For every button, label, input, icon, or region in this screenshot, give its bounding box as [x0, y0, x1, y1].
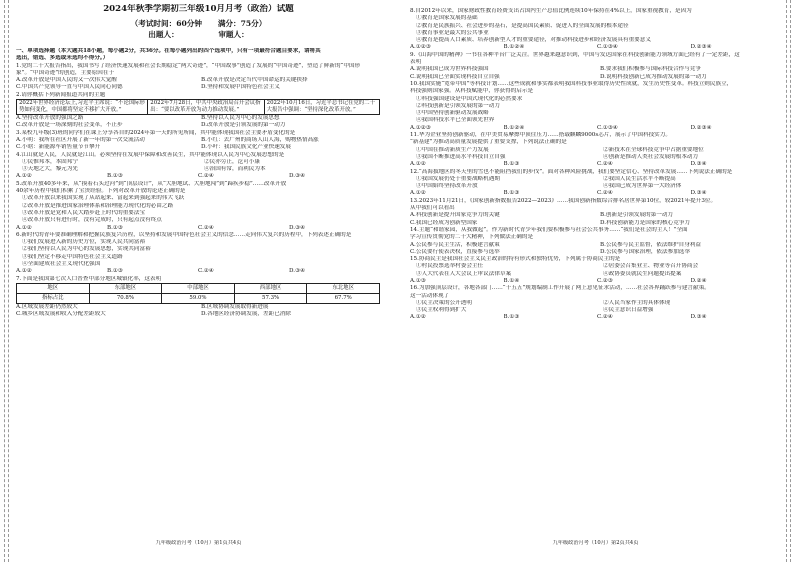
question-12: 12.“高海拔地区的冬天里的雪也不能阻挡我们的步伐”。面对各种风险挑战，我们要坚定信心、坚持改革发展……下列说法正确的是 ①我国发展仍处于重要战略机遇期 ②我国人民生活水平不断提高 ③中国始终坚持改革开放 ④我国已成为世界第一大经济体 A.①② B.①③ C.②④ D.③④ [410, 169, 784, 198]
question-1: 1.党的二十大报告指出，我国书写了经济快速发展和社会长期稳定“两大奇迹”，“中国故事”创造了发展的“中国奇迹”，塑造了鲜新的“中国形 象”。“中国奇迹”的创造，主要原因在于 A.改革开放是中国人民的又一次伟大觉醒 B.改革开放是决定当代中国命运的关键抉择 C.中国共产党领导一直与中国人民同心同德 D.坚持和发展中国特色社会主义 [16, 63, 380, 92]
q12-option-b: B.①③ [503, 190, 520, 197]
q11-option-d: D.③④ [690, 161, 707, 168]
q9-option-b: B.要求我们积极参与国际科技合作与竞争 [600, 66, 701, 73]
q2-option-d: D.改革开放是引领发展的第一动力 [201, 122, 286, 129]
q7-value-east: 70.8% [89, 293, 162, 303]
q16-option-a: A.①② [410, 314, 426, 321]
question-3: 3.某校九年级(3)班的同学们在课上分享各自的2024年第一天的所见所闻，其中能体现我国社会主要矛盾变化的是 A.小明：我所在社区开展了新一年的第一次交流活动 B.小红：去广州的商场人山人海，购物热情高涨 C.小晗：新能源车销售量节节攀升 D.小叶：我国民族文化产业快速发展 [16, 130, 380, 152]
q11-option-c: C.②④ [597, 161, 613, 168]
q8-option-d: D.②③④ [690, 44, 712, 51]
q7-value-central: 59.0% [162, 293, 235, 303]
q9-option-c: C.说明我国已全面实现科技自立自强 [410, 73, 500, 80]
q7-value-northeast: 67.7% [307, 293, 380, 303]
exam-title: 2024年秋季学期初三年级10月月考（政治）试题 [103, 4, 294, 14]
q4-option-c: C.②④ [198, 173, 214, 180]
question-8: 8.自2012年以来，国家财政性教育经费支出占国内生产总值比例连续10年保持在4%以上，国家重视教育，是因为 ①教育是国家发展的基础 ②教育是民族振兴、社会进步的基石，是提高国民素质、促进人的全面发展的根本途径 ③教育事业是最大的公共事业 ④教育是提高人口素质、培养创新型人才的重要途径，对推动科技进步和经济发展具有重要意义 A.①②③ B.①②④ C.①③④ D.②③④ [410, 8, 784, 52]
q10-option-a: A.①②③ [410, 124, 431, 131]
q9-option-d: D.说明科技创新已成为推动发展的第一动力 [600, 73, 707, 80]
section-heading-cont: 选出，错选、多选或未选均不得分。） [16, 55, 109, 62]
q14-option-c: C.公民要行使表决权，直接参与选举 [410, 248, 500, 255]
q16-option-b: B.①③ [503, 314, 520, 321]
section-heading: 一、单项选择题（本大题共18小题，每小题2分，共36分。在每小题列出的四个选项中，只有一项最符合题目要求，请将其 [16, 48, 321, 54]
q7-row-label: 指标占比 [17, 293, 90, 303]
page-footer-left: 九年级政治月考（10月）第1页共4页 [155, 540, 242, 546]
question-6: 6.新时代的青年要准确理解和把握民族复兴历程，以坚持和发展中国特色社会主义的信念……走向伟大复兴的历程中，下列表述正确的是 ①我们发展进入新的历史方位，实现人民共同富裕 ②我们坚持以人民为中心的发展思想，实现共同富裕 ③我们坚定不移走中国特色社会主义道路 ④全面建成社会主义现代化强国 A.①② B.①③ C.②④ D.③④ [16, 232, 380, 276]
q12-option-a: A.①② [410, 190, 426, 197]
q2-option-b: B.坚持以人民为中心的发展思想 [201, 115, 280, 122]
q7-header-west: 西部地区 [234, 283, 307, 293]
question-16: 16.为加强顶层设计，各地各部门……“十五五”规划编制工作开展了网上意见征求活动，……社会各界踊跃参与建言献策。 这一活动体现了 ①民主决策的公开透明 ②人民当家作主的具体体现 ③民主权利得到扩大 ④民主意识日益增强 A.①② B.①③ C.②④ D.③④ [410, 285, 784, 321]
q8-option-b: B.①②④ [503, 44, 525, 51]
question-15: 15.协商民主是我国社会主义民主政治的特有形式和独特优势，下列属于协商民主的是 ①村民投票选举村委会主任 ②居委会召集业主、物业等召开协商会 ③人大代表在人大会议上审议法律草案 ④政协委员就民生问题提出提案 A.①③ B.①④ C.②③ D.②④ [410, 256, 784, 285]
q5-option-b: B.①③ [107, 224, 123, 231]
q5-option-c: C.②④ [198, 224, 214, 231]
q7-option-d: D.各地区经济协调发展，差距已消除 [201, 311, 291, 318]
q8-option-a: A.①②③ [410, 44, 431, 51]
q6-option-d: D.③④ [289, 268, 306, 275]
question-9: 9.《山海中国的精神》一书在各种平台广泛关注。世界越来越意识到，中国与发达国家在科技创新能力领域方面已经有了一定差距，这 表明 A.说明我国已成为世界科技强国 B.要求我们积极参与国际科技合作与竞争 C.说明我国已全面实现科技自立自强 D.说明科技创新已成为推动发展的第一动力 [410, 52, 784, 81]
q6-option-a: A.①② [16, 268, 32, 275]
q15-option-c: C.②③ [597, 277, 613, 284]
question-5: 5.改革开放40多年来，从“摸着石头过河”到“顶层设计”，从“大胆地试、大胆地闯”到“蹄疾步稳”……改革开放 40余年历程中我们积累了宝贵经验。下列对改革开放的论述正确的是 ①改革开放以来我国实现了从站起来、富起来到强起来的伟大飞跃 ②改革开放是推进国家治理体系和治理能力现代化的必由之路 ③改革开放是党和人民大踏步赶上时代的重要法宝 ④改革开放只有进行时，没有完成时，只有起点没有终点 A.①② B.①③ C.②④ D.③④ [16, 181, 380, 232]
left-column [16, 40, 380, 319]
q7-header-northeast: 东北地区 [307, 283, 380, 293]
exam-meta-authors: 出题人： 审题人： [148, 30, 249, 39]
q14-option-b: B.公民参与民主监督，依法维护自身利益 [600, 241, 701, 248]
q2-option-a: A.坚持改革开放的强国之路 [16, 115, 84, 122]
q12-option-d: D.③④ [690, 190, 707, 197]
q15-option-b: B.①④ [503, 277, 520, 284]
q4-option-a: A.①② [16, 173, 32, 180]
q7-option-b: B.区域协调发展取得新进展 [201, 303, 269, 310]
q10-option-c: C.①③④ [597, 124, 618, 131]
q4-option-b: B.①③ [107, 173, 123, 180]
q13-option-b: B.创新是引领发展的第一动力 [600, 212, 674, 219]
q1-option-a: A.改革开放是中国人民的又一次伟大觉醒 [16, 77, 117, 84]
q7-value-west: 57.3% [234, 293, 307, 303]
q12-option-c: C.②④ [597, 190, 613, 197]
q5-option-a: A.①② [16, 224, 32, 231]
q7-option-a: A.区域发展差距仍然较大 [16, 303, 78, 310]
q15-option-a: A.①③ [410, 277, 426, 284]
q3-option-b: B.小红：去广州的商场人山人海，购物热情高涨 [201, 136, 319, 143]
q11-option-b: B.①③ [503, 161, 520, 168]
q13-option-d: D.科技创新能力是国家的核心竞争力 [600, 219, 690, 226]
right-column [410, 8, 784, 322]
q14-option-a: A.公民参与民主生活，积极建言献策 [410, 241, 500, 248]
q6-option-c: C.②④ [198, 268, 214, 275]
q7-urbanization-table [16, 283, 380, 304]
q2-cell-2: 2022年7月28日，中共中央政治局召开会议指出：“要以改革开放为动力推动发展。” [148, 100, 264, 115]
question-4: 4.江山就是人民，人民就是江山。必须坚持在发展中保障和改善民生，其中能体现以人民为中心发展思想的是 ①民惟邦本，本固邦宁 ②民亦劳止，汔可小康 ③天地之大，黎元为先 ④治国有常，而利民为本 A.①② B.①③ C.②④ D.③④ [16, 152, 380, 181]
q2-cell-3: 2022年10月16日，习近平总书记在党的二十大报告中强调：“坚持深化改革开放。” [264, 100, 379, 115]
question-7: 7.下面是我国第七次人口普查中部分地区城镇化率，这表明 地区 东部地区 中部地区 西部地区 东北地区 指标占比 70.8% 59.0% 57.3% 67.7% A.区域发展差距仍然较大 B.区域协调发展取得新进展 C.城乡区域发展和收入分配差距较大 D.各地区经济协调发展，差距已消除 [16, 276, 380, 319]
q4-option-d: D.③④ [289, 173, 306, 180]
q14-option-d: D.公民参与国家治理，依法参加选举 [600, 248, 690, 255]
q7-option-c: C.城乡区域发展和收入分配差距较大 [16, 311, 106, 318]
q10-option-b: B.①②④ [503, 124, 525, 131]
q2-option-c: C.改革开放是一场深刻的社会变革，不止步 [16, 122, 123, 129]
q2-cell-1: 2022年世界经济论坛上,习近平主席说：“不论国际形势如何变化，中国都将坚定不移扩大开放。” [17, 100, 148, 115]
q15-option-d: D.②④ [690, 277, 707, 284]
page-footer-right: 九年级政治月考（10月）第2页共4页 [552, 540, 639, 546]
question-2: 2.请你概括下列新闻报道共同的主题 2022年世界经济论坛上,习近平主席说：“不论国际形势如何变化，中国都将坚定不移扩大开放。” 2022年7月28日，中共中央政治局召开会议指出：“要以改革开放为动力推动发展。” 2022年10月16日，习近平总书记在党的二十大报告中强调：“坚持深化改革开放。” A.坚持改革开放的强国之路 B.坚持以人民为中心的发展思想 C.改革开放是一场深刻的社会变革，不止步 D.改革开放是引领发展的第一动力 [16, 92, 380, 130]
q16-option-c: C.②④ [597, 314, 613, 321]
question-10: 10.我国实施“宽带中国”等科技计划……这些成就和事实都表明我国科技事业取得历史性成就，发生历史性变革。科技立则民族立， 科技强则国家强。从科技赋能中，你获得的启示是 ①科技强国建设是中国式现代化的必然要求 ②科技创新是引领发展的第一动力 ③中国坚持创新驱动发展战略 ④我国科技水平已全面领先世界 A.①②③ B.①②④ C.①③④ D.②③④ [410, 81, 784, 132]
page-right [397, 0, 794, 562]
q13-option-c: C.我国已经成为创新型国家 [410, 219, 478, 226]
q2-news-table [16, 99, 380, 115]
q16-option-d: D.③④ [690, 314, 707, 321]
q10-option-d: D.②③④ [690, 124, 712, 131]
question-14: 14.主题“和谐家园，从我做起”。作为新时代青少年我们要积极参与社会公共事务……“我们是社会的主人！”全面 学习宣传贯彻党的二十大精神，下列做法正确的是 A.公民参与民主生活，积极建言献策 B.公民参与民主监督，依法维护自身利益 C.公民要行使表决权，直接参与选举 D.公民参与国家治理，依法参加选举 [410, 227, 784, 256]
q13-option-a: A.科技创新是提升国家竞争力的关键 [410, 212, 500, 219]
q3-option-d: D.小叶：我国民族文化产业快速发展 [201, 144, 291, 151]
q1-option-b: B.改革开放是决定当代中国命运的关键抉择 [201, 77, 308, 84]
q8-option-c: C.①③④ [597, 44, 618, 51]
q5-option-d: D.③④ [289, 224, 306, 231]
q3-option-c: C.小晗：新能源车销售量节节攀升 [16, 144, 101, 151]
question-13: 13.2023年11月21日，《国家创新指数报告2022—2023》……我国创新指数综合排名居世界第10位，较2021年提升3位。 从中我们可以看出 A.科技创新是提升国家竞争力的关键 B.创新是引领发展的第一动力 C.我国已经成为创新型国家 D.科技创新能力是国家的核心竞争力 [410, 198, 784, 227]
q3-option-a: A.小明：我所在社区开展了新一年的第一次交流活动 [16, 136, 145, 143]
q7-header-east: 东部地区 [89, 283, 162, 293]
exam-meta-time-score: （考试时间：60分钟 满分：75分） [130, 19, 267, 28]
q6-option-b: B.①③ [107, 268, 123, 275]
q1-option-d: D.坚持和发展中国特色社会主义 [201, 84, 280, 91]
q9-option-a: A.说明我国已成为世界科技强国 [410, 66, 489, 73]
q7-header-central: 中部地区 [162, 283, 235, 293]
question-11: 11.华为企业坚持创新驱动，在中美贸易摩擦中顶住压力……搭载麒麟9000s芯片，展示了中国科技实力。 “新基建”为推动高质量发展提供了重要支撑，下列说法正确的是 ①中国在推动新质生产力发展 ②新技术在全球科技竞争中占据重要地位 ③我国不断推进高水平科技自立自强 ④创新是推动人类社会发展的根本动力 A.①② B.①③ C.②④ D.③④ [410, 132, 784, 168]
q11-option-a: A.①② [410, 161, 426, 168]
q7-header-region: 地区 [17, 283, 90, 293]
q1-option-c: C.中国共产党领导一直与中国人民同心同德 [16, 84, 123, 91]
